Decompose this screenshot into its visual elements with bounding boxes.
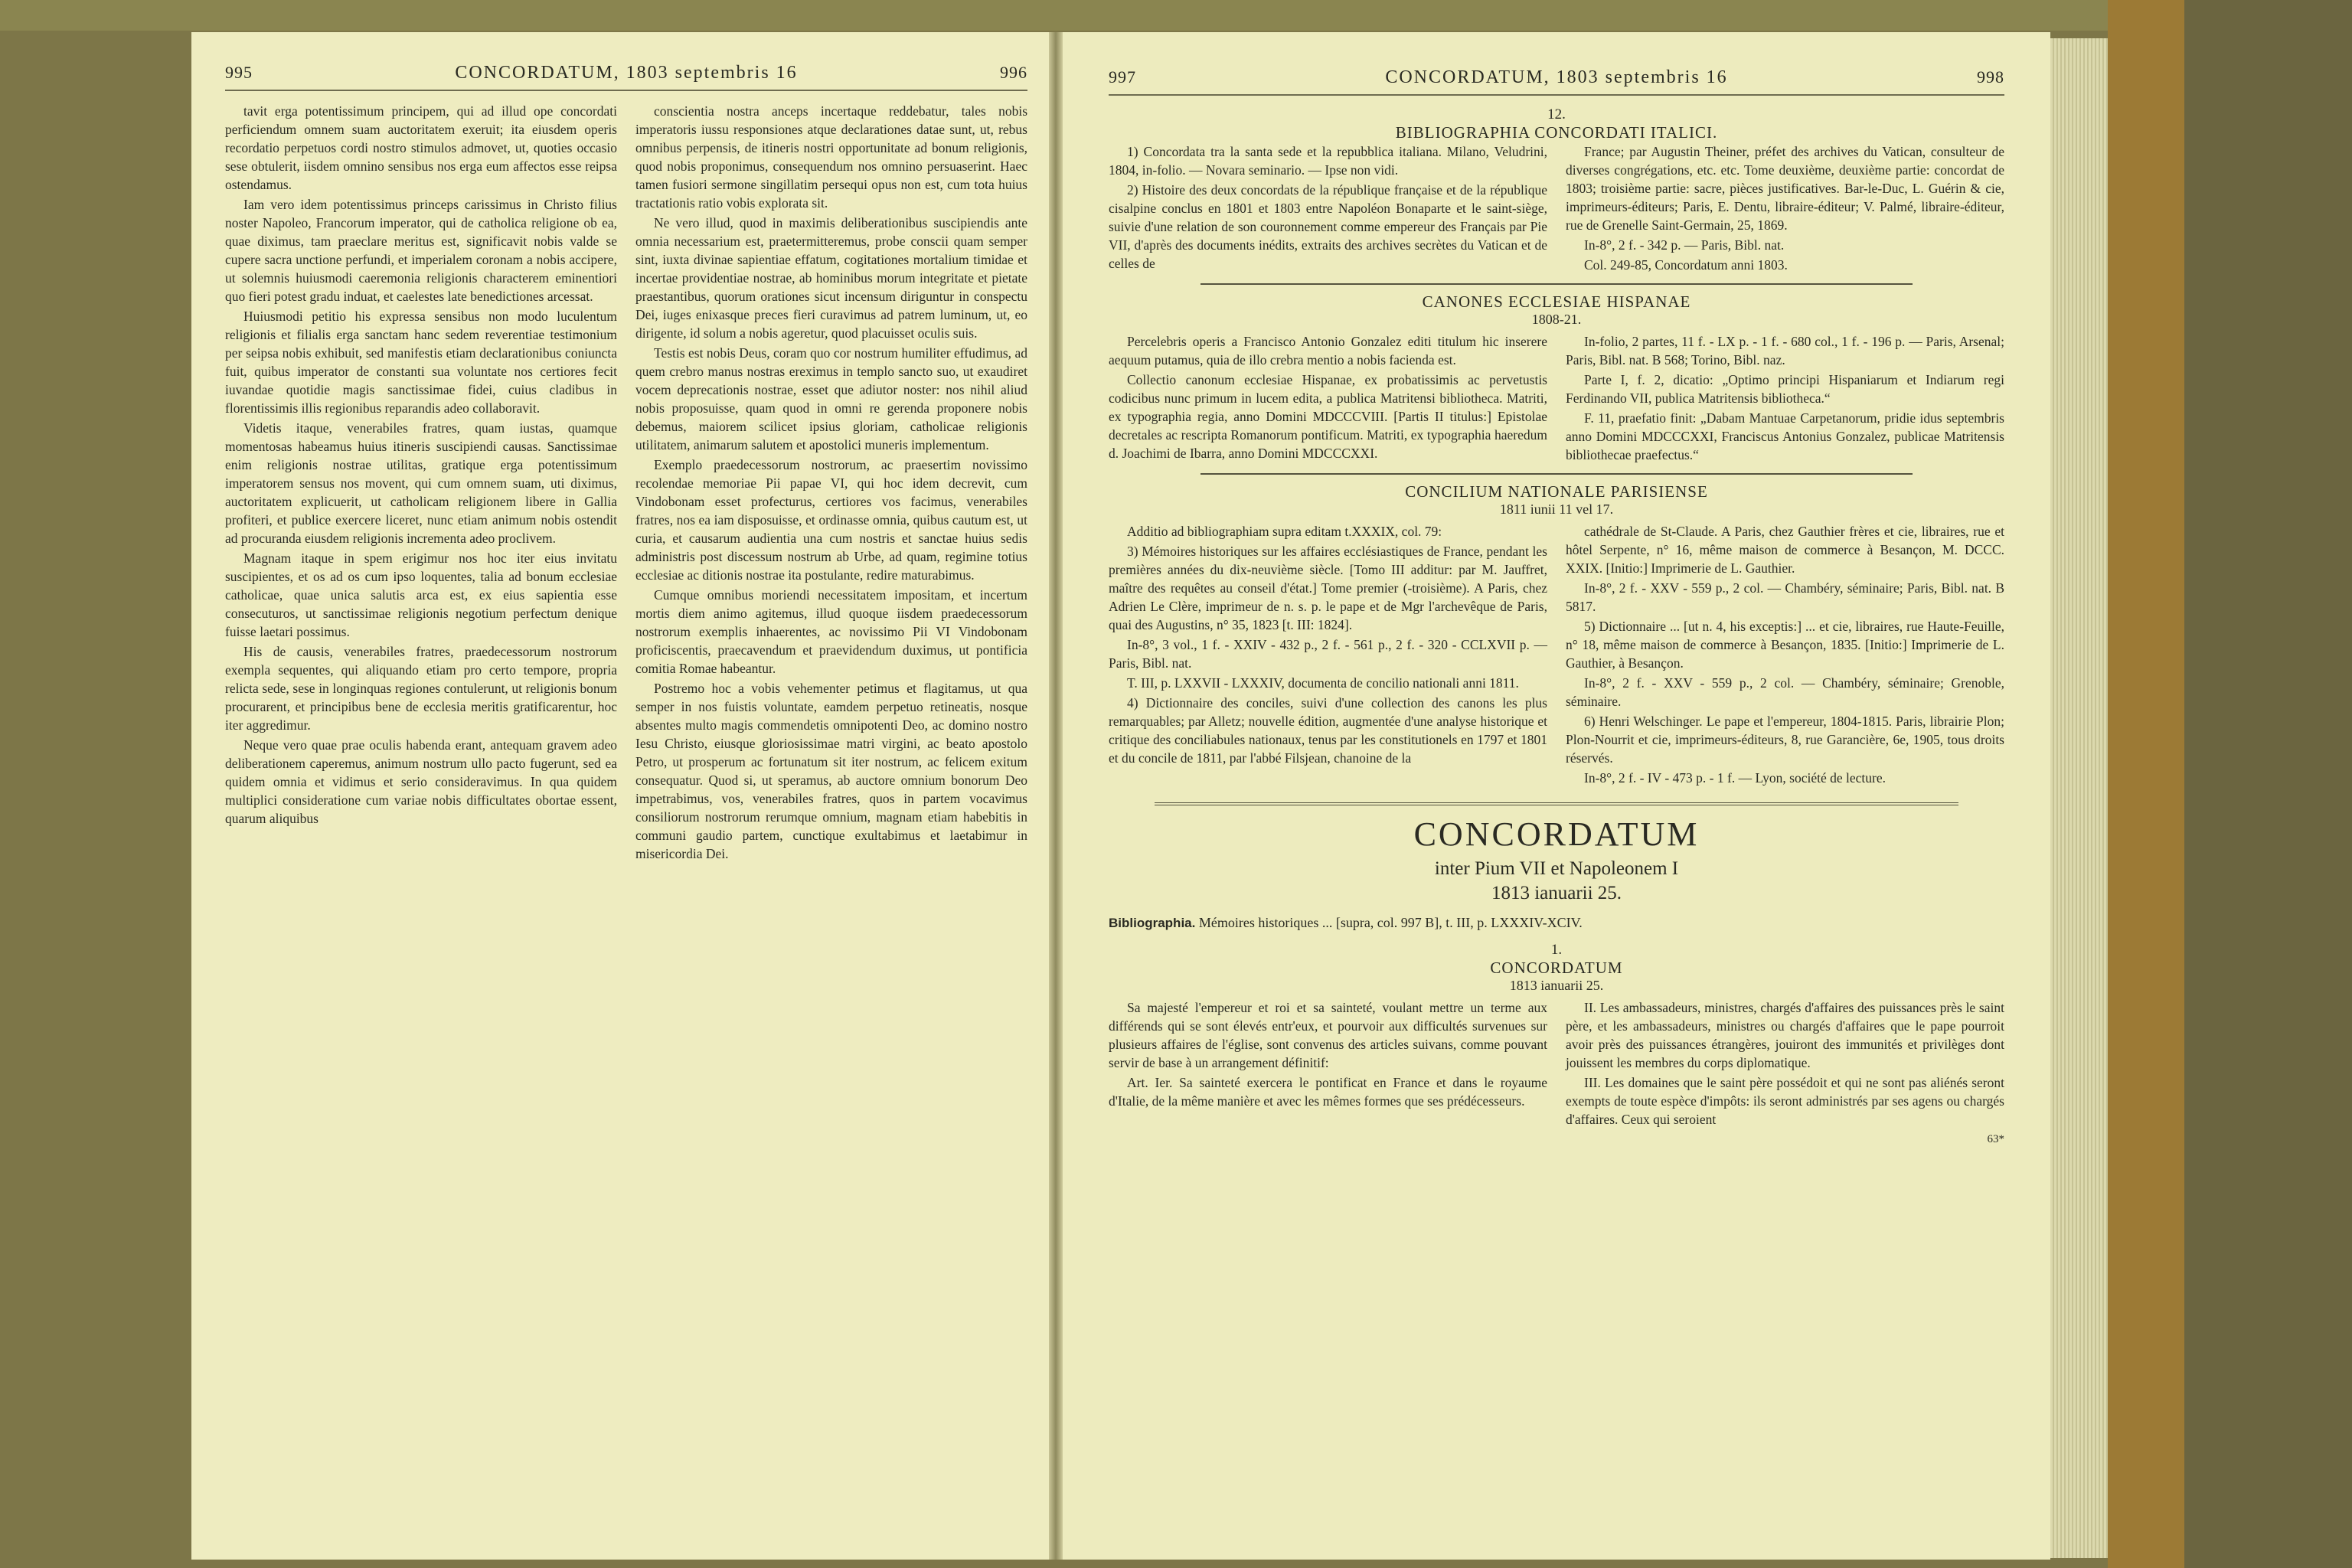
paragraph: 3) Mémoires historiques sur les affaires ecclésiastiques de France, pendant les premières années du dix-neuvième siècle. [Tomo III additur: par M. Jauffret, maître des requêtes au conseil d'état.] Tome premier (-troisième). A Paris, chez Adrien Le Clère, imprimeur de n. s. p. le pape et de Mgr l'archevêque de Paris, quai des Augustins, n° 35, 1823 [t. III: 1824].: [1109, 544, 1547, 632]
paragraph: 6) Henri Welschinger. Le pape et l'empereur, 1804-1815. Paris, librairie Plon; Plon-Nourrit et cie, imprimeurs-éditeurs, 8, rue Garancière, 6e, 1905, tous droits réservés.: [1566, 714, 2004, 766]
section-date: 1811 iunii 11 vel 17.: [1499, 501, 1614, 517]
paragraph: In-8°, 3 vol., 1 f. - XXIV - 432 p., 2 f. - 561 p., 2 f. - 320 - CCLXVII p. — Paris, Bibl. nat.: [1109, 637, 1547, 671]
text-column-left: [1109, 332, 1547, 466]
section-number: 1.: [1550, 942, 1563, 958]
paragraph: Art. Ier. Sa sainteté exercera le pontificat en France et dans le royaume d'Italie, de la même manière et avec les mêmes formes que ses prédécesseurs.: [1109, 1075, 1547, 1109]
background: [2184, 0, 2352, 1568]
section-title: CANONES ECCLESIAE HISPANAE: [1422, 292, 1691, 311]
section-title: CONCILIUM NATIONALE PARISIENSE: [1405, 482, 1708, 501]
paragraph: Videtis itaque, venerabiles fratres, quam iustas, quamque momentosas habeamus huius itineris suscipiendi causas. Sanctissimae enim religionis nostrae utilitas, gratique erga potentissimum imperatorem sensus nos movent, qui cum omnem suam, uti diximus, auctoritatem explicuerit, ut catholicam religionem libere in Gallia profiteri, et publice exercere liceret, nunc etiam animum nobis ostendit ad procuranda eiusdem religionis incrementa adeo proclivem.: [225, 420, 617, 546]
text-column-right: [635, 102, 1027, 864]
paragraph: cathédrale de St-Claude. A Paris, chez Gauthier frères et cie, libraires, rue et hôtel Serpente, n° 16, même maison de commerce à Besançon, M. DCCC. XXIX. [Initio:] Imprimerie de L. Gauthier.: [1566, 524, 2004, 576]
paragraph: 4) Dictionnaire des conciles, suivi d'une collection des canons les plus remarquables; par Alletz; nouvelle édition, augmentée d'une analyse historique et critique des conciliabules nationaux, tenus par les constitutionels en 1797 et 1801 et du concile de 1811, par l'abbé Filsjean, chanoine de la: [1109, 695, 1547, 766]
paragraph: Huiusmodi petitio his expressa sensibus non modo luculentum religionis et filialis erga sanctam hanc sedem reverentiae testimonium per seipsa nobis exhibuit, sed manifestis etiam declarationibus coniuncta fuit, quibus imperator de constanti sua voluntate nos certiores fecit iuvandae quotidie magis sanctissimae fidei, cuius cladibus in florentissimis illis regionibus reparandis adeo collaboravit.: [225, 309, 617, 416]
running-title: CONCORDATUM, 1803 septembris 16: [1385, 67, 1728, 87]
left-page: [191, 32, 1049, 1560]
bibliography-line: [1109, 915, 2004, 931]
paragraph: 5) Dictionnaire ... [ut n. 4, his exceptis:] ... et cie, libraires, rue Haute-Feuille, n° 18, même maison de commerce à Besançon, 1835. [Initio:] Imprimerie de L. Gauthier, à Besançon.: [1566, 619, 2004, 671]
paragraph: In-8°, 2 f. - XXV - 559 p., 2 col. — Chambéry, séminaire; Paris, Bibl. nat. B 5817.: [1566, 580, 2004, 614]
page-edges: [2050, 38, 2108, 1558]
running-header: [225, 63, 1027, 91]
text-column-left: [1109, 142, 1547, 276]
text-column-right: [1566, 998, 2004, 1148]
text-column-left: [1109, 522, 1547, 789]
section-date: 1813 ianuarii 25.: [1509, 978, 1604, 993]
paragraph: T. III, p. LXXVII - LXXXIV, documenta de concilio nationali anni 1811.: [1127, 675, 1519, 691]
paragraph: Testis est nobis Deus, coram quo cor nostrum humiliter effudimus, ad quem crebro manus nostras ereximus in templo sancto suo, ut exaudiret vocem deprecationis nostrae, esset que adiutor noster: nos nihil aliud nobis proposuisse, quam quod in omni re gerenda proponere nobis debemus, maiorem scilicet ipsius gloriam, catholicae religionis utilitatem, animarum salutem et apostolici muneris implementum.: [635, 345, 1027, 452]
paragraph: Cumque omnibus moriendi necessitatem impositam, et incertum mortis diem animo agitemus, illud quoque iisdem praedecessorum nostrorum exemplis inhaerentes, ac novissimo Pii VI Vindobonam proficiscentis, praecavendum et praevidendum duximus, ut pontificia comitia Romae habeantur.: [635, 587, 1027, 676]
paragraph: Collectio canonum ecclesiae Hispanae, ex probatissimis ac pervetustis codicibus nunc primum in lucem edita, a publica Matritensi bibliotheca. Matriti, ex typographia regia, anno Domini MDCCCVIII. [Partis II titulus:] Epistolae decretales ac rescripta Romanorum pontificum. Matriti, ex typographia haeredum d. Joachimi de Ibarra, anno Domini MDCCCXXI.: [1109, 372, 1547, 461]
paragraph: France; par Augustin Theiner, préfet des archives du Vatican, consulteur de diverses congrégations, etc. etc. Tome deuxième, deuxième partie: concordat de 1803; troisième partie: sacre, pièces justificatives. Bar-le-Duc, L. Guérin & cie, imprimeurs-éditeurs; Paris, E. Dentu, libraire-éditeur; V. Palmé, libraire-éditeur, rue de Grenelle Saint-Germain, 25, 1869.: [1566, 144, 2004, 233]
paragraph: 1) Concordata tra la santa sede et la repubblica italiana. Milano, Veludrini, 1804, in-folio. — Novara seminario. — Ipse non vidi.: [1109, 144, 1547, 178]
paragraph: Iam vero idem potentissimus princeps carissimus in Christo filius noster Napoleo, Francorum imperator, qui de catholica religione ob ea, quae diximus, tam praeclare meritus est, significavit nobis valde se cupere sacra unctione perfundi, et imperialem coronam a nobis accipere, ut solemnis huiusmodi caeremonia religionis characterem eminentiori quo fieri potest gradu induat, et caelestes late benedictiones arcessat.: [225, 197, 617, 304]
paragraph: Exemplo praedecessorum nostrorum, ac praesertim novissimo recolendae memoriae Pii papae VI, qui hoc idem decrevit, cum Vindobonam esset profecturus, certiores vos facimus, venerabiles fratres, nos ea iam disposuisse, et ordinasse omnia, quibus cautum est, ut curia, et causarum audientia una cum nostris et sanctae huius sedis administris post discessum nostrum ab Urbe, ad quam, regimine totius ecclesiae ac ditionis nostrae ita postulante, redire maturabimus.: [635, 457, 1027, 583]
section-date: 1808-21.: [1531, 312, 1582, 327]
paragraph: Postremo hoc a vobis vehementer petimus et flagitamus, ut qua semper in nos fuistis voluntate, eamdem perpetuo retineatis, nosque absentes multo magis commendetis omnipotenti Deo, ac domino nostro Iesu Christo, eiusque gloriosissimae matri virgini, ac beato apostolo Petro, ut prosperum ac fortunatum sit iter nostrum, ac felicem exitum consequatur. Quod si, ut speramus, ab auctore omnium bonorum Deo impetrabimus, vos, venerabiles fratres, quos in partem vocavimus consiliorum nostrorum rerumque omnium, magnam etiam habebitis in communi gaudio partem, cunctique exultabimus et laetabimur in misericordia Dei.: [635, 681, 1027, 861]
paragraph: Sa majesté l'empereur et roi et sa sainteté, voulant mettre un terme aux différends qui se sont élevés entr'eux, et pourvoir aux difficultés survenues sur plusieurs affaires de l'église, sont convenus des articles suivans, comme pouvant servir de base à un arrangement définitif:: [1109, 1000, 1547, 1070]
page-number: 998: [1977, 67, 2004, 87]
paragraph: Additio ad bibliographiam supra editam t.XXXIX, col. 79:: [1127, 524, 1442, 539]
paragraph: In-folio, 2 partes, 11 f. - LX p. - 1 f. - 680 col., 1 f. - 196 p. — Paris, Arsenal; Paris, Bibl. nat. B 568; Torino, Bibl. naz.: [1566, 334, 2004, 368]
running-header: [1109, 67, 2004, 96]
paragraph: His de causis, venerabiles fratres, praedecessorum nostrorum exempla sequentes, qui aliquando etiam pro certo tempore, propria relicta sede, sese in longinquas regiones contulerunt, ut religionis bonum procurarent, et principibus bene de ecclesia meritis gratificarentur, hoc iter aggredimur.: [225, 644, 617, 733]
page-number: 997: [1109, 67, 1136, 87]
text-column-left: [225, 102, 617, 864]
paragraph: II. Les ambassadeurs, ministres, chargés d'affaires des puissances près le saint père, et les ambassadeurs, ministres ou chargés d'affaires que le pape pourroit avoir près des puissances étrangères, jouiront des immunités et privilèges dont jouissent les membres du corps diplomatique.: [1566, 1000, 2004, 1070]
main-subtitle: inter Pium VII et Napoleonem I: [1434, 858, 1679, 879]
section-rule: [1200, 473, 1913, 475]
paragraph: 2) Histoire des deux concordats de la république française et de la république cisalpine conclus en 1801 et 1803 entre Napoléon Bonaparte et le saint-siège, suivie d'une relation de son couronnement comme empereur des Français par Pie VII, d'après des documents inédits, extraits des archives secrètes du Vatican et de celles de: [1109, 182, 1547, 271]
right-page: [1063, 32, 2050, 1560]
bibliography-text: Mémoires historiques ... [supra, col. 997 B], t. III, p. LXXXIV-XCIV.: [1198, 915, 1583, 930]
section-title: BIBLIOGRAPHIA CONCORDATI ITALICI.: [1395, 123, 1718, 142]
running-title: CONCORDATUM, 1803 septembris 16: [455, 63, 798, 83]
text-column-right: [1566, 522, 2004, 789]
section-title: CONCORDATUM: [1490, 959, 1623, 977]
paragraph: Col. 249-85, Concordatum anni 1803.: [1584, 257, 1788, 273]
major-rule: [1155, 802, 1958, 805]
paragraph: F. 11, praefatio finit: „Dabam Mantuae Carpetanorum, pridie idus septembris anno Domini MDCCCXXI, Franciscus Antonius Gonzalez, publicae Matritensis bibliothecae praefectus.“: [1566, 410, 2004, 462]
paragraph: Ne vero illud, quod in maximis deliberationibus suscipiendis ante omnia necessarium est, praetermitteremus, probe conscii quam semper sint, iuxta divinae sapientiae effatum, cogitationes mortalium timidae et incertae providentiae nostrae, ab hominibus morum integritate et pietate praestantibus, quorum orationes sicut incensum diriguntur in conspectu Dei, iuges enixasque preces fieri curavimus ad patrem luminum, ut, eo dirigente, id solum a nobis ageretur, quod placuisset oculis suis.: [635, 215, 1027, 341]
book-gutter: [1049, 32, 1063, 1560]
text-column-right: [1566, 142, 2004, 276]
text-column-left: [1109, 998, 1547, 1148]
paragraph: Parte I, f. 2, dicatio: „Optimo principi Hispaniarum et Indiarum regi Ferdinando VII, publica Matritensis bibliotheca.“: [1566, 372, 2004, 406]
paragraph: In-8°, 2 f. - 342 p. — Paris, Bibl. nat.: [1584, 237, 1785, 253]
section-rule: [1200, 283, 1913, 285]
paragraph: conscientia nostra anceps incertaque reddebatur, tales nobis imperatoris iussu responsiones atque declarationes datae sunt, ut, rebus omnibus perpensis, de itineris nostri opportunitate ad bonum religionis, quod nobis proponimus, consequendum nos omnino persuaserint. Haec tamen fusiori sermone singillatim persequi opus non est, cum tota huius tractationis ratio vobis explorata sit.: [635, 103, 1027, 211]
paragraph: III. Les domaines que le saint père possédoit et qui ne sont pas aliénés seront exempts de toute espèce d'impôts: ils seront administrés par ses agens ou chargés d'affaires. Ceux qui seroient: [1566, 1075, 2004, 1127]
main-date: 1813 ianuarii 25.: [1491, 883, 1622, 903]
page-number: 995: [225, 63, 253, 82]
book-cover: [2108, 0, 2184, 1568]
page-number: 996: [1000, 63, 1027, 82]
bibliography-label: Bibliographia.: [1109, 916, 1196, 930]
paragraph: Percelebris operis a Francisco Antonio Gonzalez editi titulum hic inserere aequum putamus, quia de illo crebra mentio a nobis facienda est.: [1109, 334, 1547, 368]
main-title: CONCORDATUM: [1413, 815, 1700, 853]
paragraph: In-8°, 2 f. - XXV - 559 p., 2 col. — Chambéry, séminaire; Grenoble, séminaire.: [1566, 675, 2004, 709]
paragraph: Magnam itaque in spem erigimur nos hoc iter eius invitatu suscipientes, et os ad os cum ipso loquentes, talia ad bonum ecclesiae catholicae, quae unica salutis arca est, ex eius sapientia esse consecuturos, ut sanctissimae religionis negotium perfectum denique fuisse laetari possimus.: [225, 550, 617, 639]
paragraph: Neque vero quae prae oculis habenda erant, antequam gravem adeo deliberationem caperemus, animum nostrum ullo pacto fugerunt, sed ea quidem omnia et vidimus et serio consideravimus. In qua quidem multiplici consideratione cum variae nobis difficultates obortae essent, quarum aliquibus: [225, 737, 617, 826]
background: [0, 0, 2352, 31]
paragraph: tavit erga potentissimum principem, qui ad illud ope concordati perficiendum omnem suam auctoritatem exeruit; ita eiusdem operis recordatio perpetuos cordi nostro stimulos admovet, ut, quoties occasio sese obtulerit, iisdem omnino sensibus nos erga eum affectos esse reipsa ostendamus.: [225, 103, 617, 192]
paragraph: In-8°, 2 f. - IV - 473 p. - 1 f. — Lyon, société de lecture.: [1584, 770, 1886, 786]
section-number: 12.: [1547, 106, 1566, 122]
signature-mark: 63*: [1987, 1133, 2004, 1145]
text-column-right: [1566, 332, 2004, 466]
